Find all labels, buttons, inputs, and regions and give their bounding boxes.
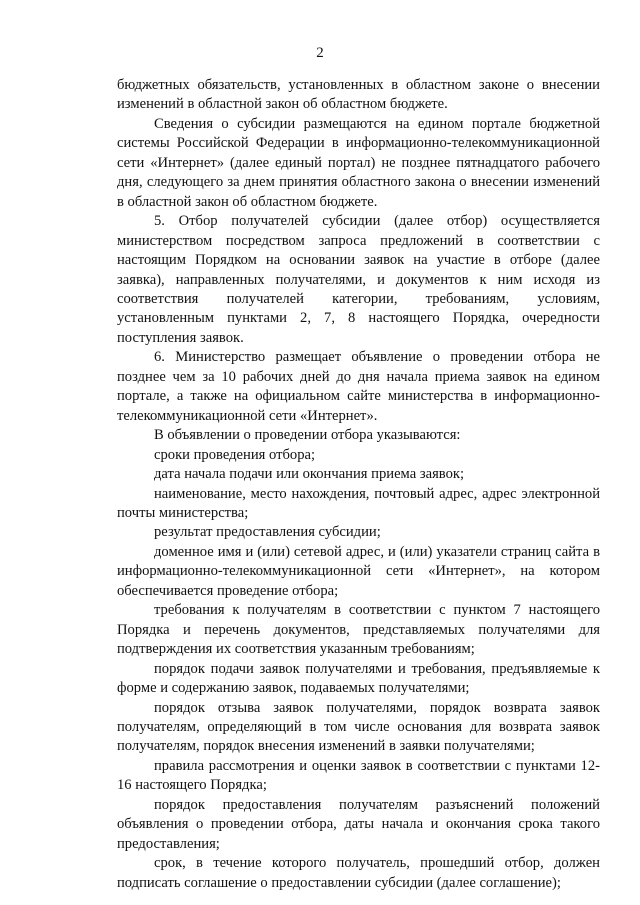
list-item-selection-dates: сроки проведения отбора; [154, 446, 316, 463]
paragraph-item-6: 6. Министерство размещает объявление о проведении отбора не позднее чем за 10 рабочих дней до дня начала приема заявок на едином портале, а также на официальном сайте министерства в информационно-телекоммуникационной сети «Интернет». [117, 349, 600, 424]
list-item-domain-name: доменное имя и (или) сетевой адрес, и (или) указатели страниц сайта в информационно-телекоммуникационной сети «Интернет», на котором обеспечивается проведение отбора; [117, 543, 600, 599]
paragraph-item-5: 5. Отбор получателей субсидии (далее отбор) осуществляется министерством посредством запроса предложений в соответствии с настоящим Порядком на основании заявок на участие в отборе (далее заявка), направленных получателями, и документов к ним исходя из соответствия получателей категории, требованиям, условиям, установленным пунктами 2, 7, 8 настоящего Порядка, очередности поступления заявок. [117, 213, 600, 346]
list-item-agreement-deadline: срок, в течение которого получатель, прошедший отбор, должен подписать соглашение о предоставлении субсидии (далее соглашение); [117, 855, 600, 891]
paragraph-subsidy-info: Сведения о субсидии размещаются на едином портале бюджетной системы Российской Федерации в информационно-телекоммуникационной сети «Интернет» (далее единый портал) не позднее пятнадцатого рабочего дня, следующего за днем принятия областного закона о внесении изменений в областной закон об областном бюджете. [117, 115, 600, 210]
paragraph-budget-obligations: бюджетных обязательств, установленных в областном законе о внесении изменений в областной закон об областном бюджете. [117, 77, 600, 113]
list-item-ministry-contacts: наименование, место нахождения, почтовый адрес, адрес электронной почты министерства; [117, 485, 600, 521]
list-item-clarification-procedure: порядок предоставления получателям разъяснений положений объявления о проведении отбора, даты начала и окончания срока такого предоставления; [117, 796, 600, 852]
list-item-submission-procedure: порядок подачи заявок получателями и требования, предъявляемые к форме и содержанию заявок, подаваемых получателями; [117, 660, 600, 697]
paragraph-announcement-intro: В объявлении о проведении отбора указываются: [154, 427, 461, 444]
list-item-review-rules: правила рассмотрения и оценки заявок в соответствии с пунктами 12-16 настоящего Порядка; [117, 757, 600, 794]
list-item-withdrawal-procedure: порядок отзыва заявок получателями, порядок возврата заявок получателям, определяющий в том числе основания для возврата заявок получателям, порядок внесения изменений в заявки получателями; [117, 699, 600, 755]
list-item-recipient-requirements: требования к получателям в соответствии с пунктом 7 настоящего Порядка и перечень документов, представляемых получателями для подтверждения их соответствия указанным требованиям; [117, 602, 600, 658]
document-body [117, 76, 600, 893]
page-number: 2 [316, 45, 324, 61]
list-item-subsidy-result: результат предоставления субсидии; [154, 524, 381, 541]
list-item-application-dates: дата начала подачи или окончания приема заявок; [154, 466, 465, 483]
